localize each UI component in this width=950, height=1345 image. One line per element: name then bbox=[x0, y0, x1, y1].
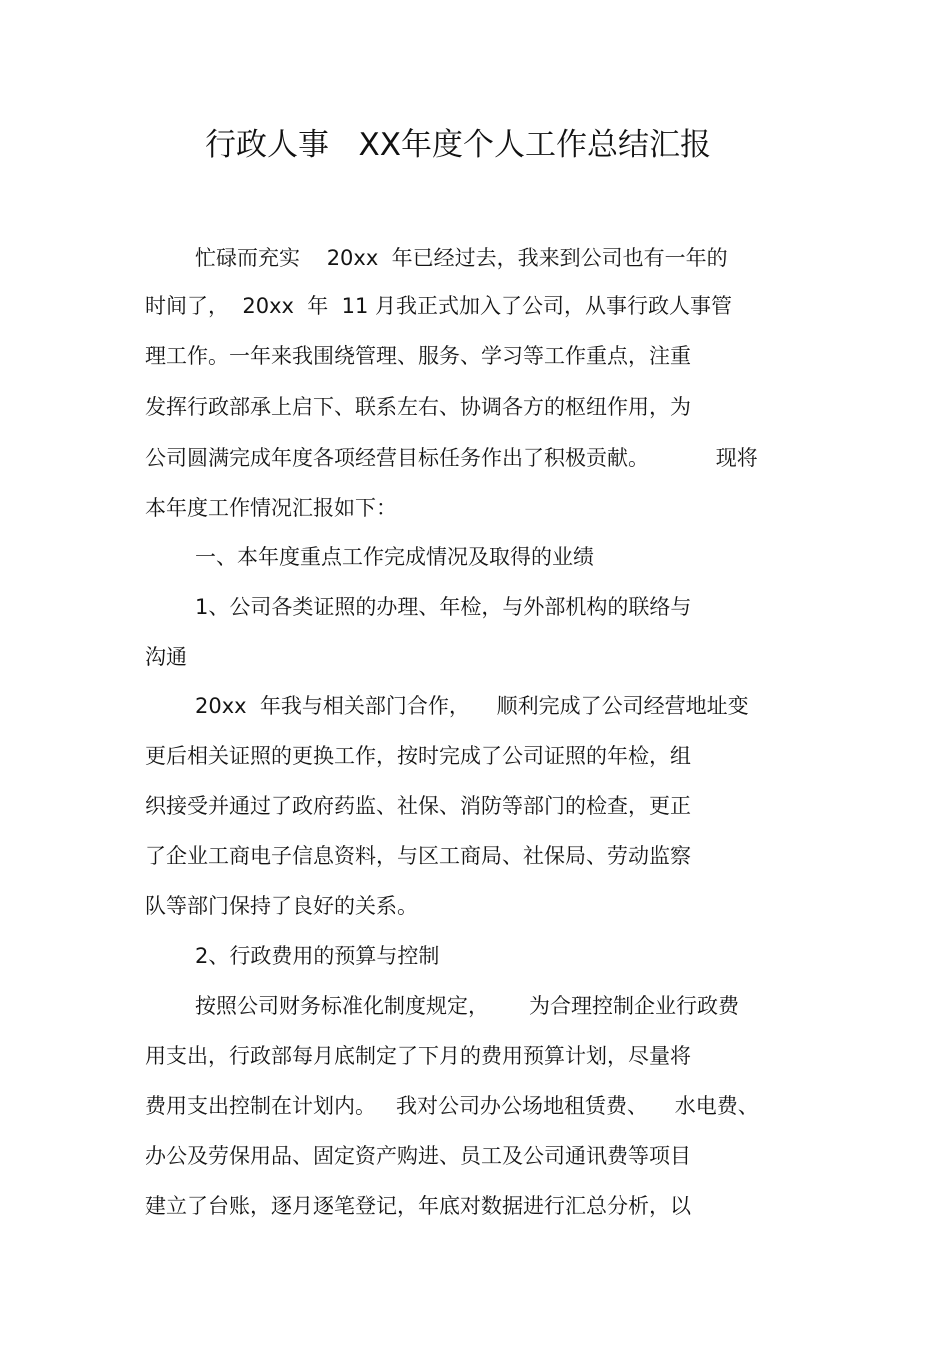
paragraph-line: 忙碌而充实 20xx 年已经过去，我来到公司也有一年的 bbox=[195, 246, 728, 270]
paragraph-line: 更后相关证照的更换工作，按时完成了公司证照的年检，组 bbox=[145, 744, 691, 768]
paragraph-line: 队等部门保持了良好的关系。 bbox=[145, 894, 418, 918]
subsection-heading: 2、行政费用的预算与控制 bbox=[195, 944, 440, 968]
paragraph-line: 办公及劳保用品、固定资产购进、员工及公司通讯费等项目 bbox=[145, 1144, 691, 1168]
paragraph-line: 了企业工商电子信息资料，与区工商局、社保局、劳动监察 bbox=[145, 844, 691, 868]
paragraph-line: 织接受并通过了政府药监、社保、消防等部门的检查，更正 bbox=[145, 794, 691, 818]
paragraph-line: 建立了台账，逐月逐笔登记，年底对数据进行汇总分析，以 bbox=[145, 1194, 691, 1218]
paragraph-line: 费用支出控制在计划内。 我对公司办公场地租赁费、 水电费、 bbox=[145, 1094, 759, 1118]
paragraph-line: 发挥行政部承上启下、联系左右、协调各方的枢纽作用，为 bbox=[145, 395, 691, 419]
subsection-heading: 1、公司各类证照的办理、年检，与外部机构的联络与 bbox=[195, 595, 692, 619]
section-heading: 一、本年度重点工作完成情况及取得的业绩 bbox=[195, 545, 594, 569]
paragraph-line: 公司圆满完成年度各项经营目标任务作出了积极贡献。 现将 bbox=[145, 446, 758, 470]
subsection-heading-continued: 沟通 bbox=[145, 645, 187, 669]
paragraph-line: 用支出，行政部每月底制定了下月的费用预算计划，尽量将 bbox=[145, 1044, 691, 1068]
paragraph-line: 理工作。一年来我围绕管理、服务、学习等工作重点，注重 bbox=[145, 344, 691, 368]
paragraph-line: 20xx 年我与相关部门合作， 顺利完成了公司经营地址变 bbox=[195, 694, 749, 718]
document-title: 行政人事 XX年度个人工作总结汇报 bbox=[204, 127, 712, 163]
paragraph-line: 按照公司财务标准化制度规定， 为合理控制企业行政费 bbox=[195, 994, 740, 1018]
paragraph-line: 时间了， 20xx 年 11 月我正式加入了公司，从事行政人事管 bbox=[145, 294, 733, 318]
paragraph-line: 本年度工作情况汇报如下： bbox=[145, 496, 397, 520]
